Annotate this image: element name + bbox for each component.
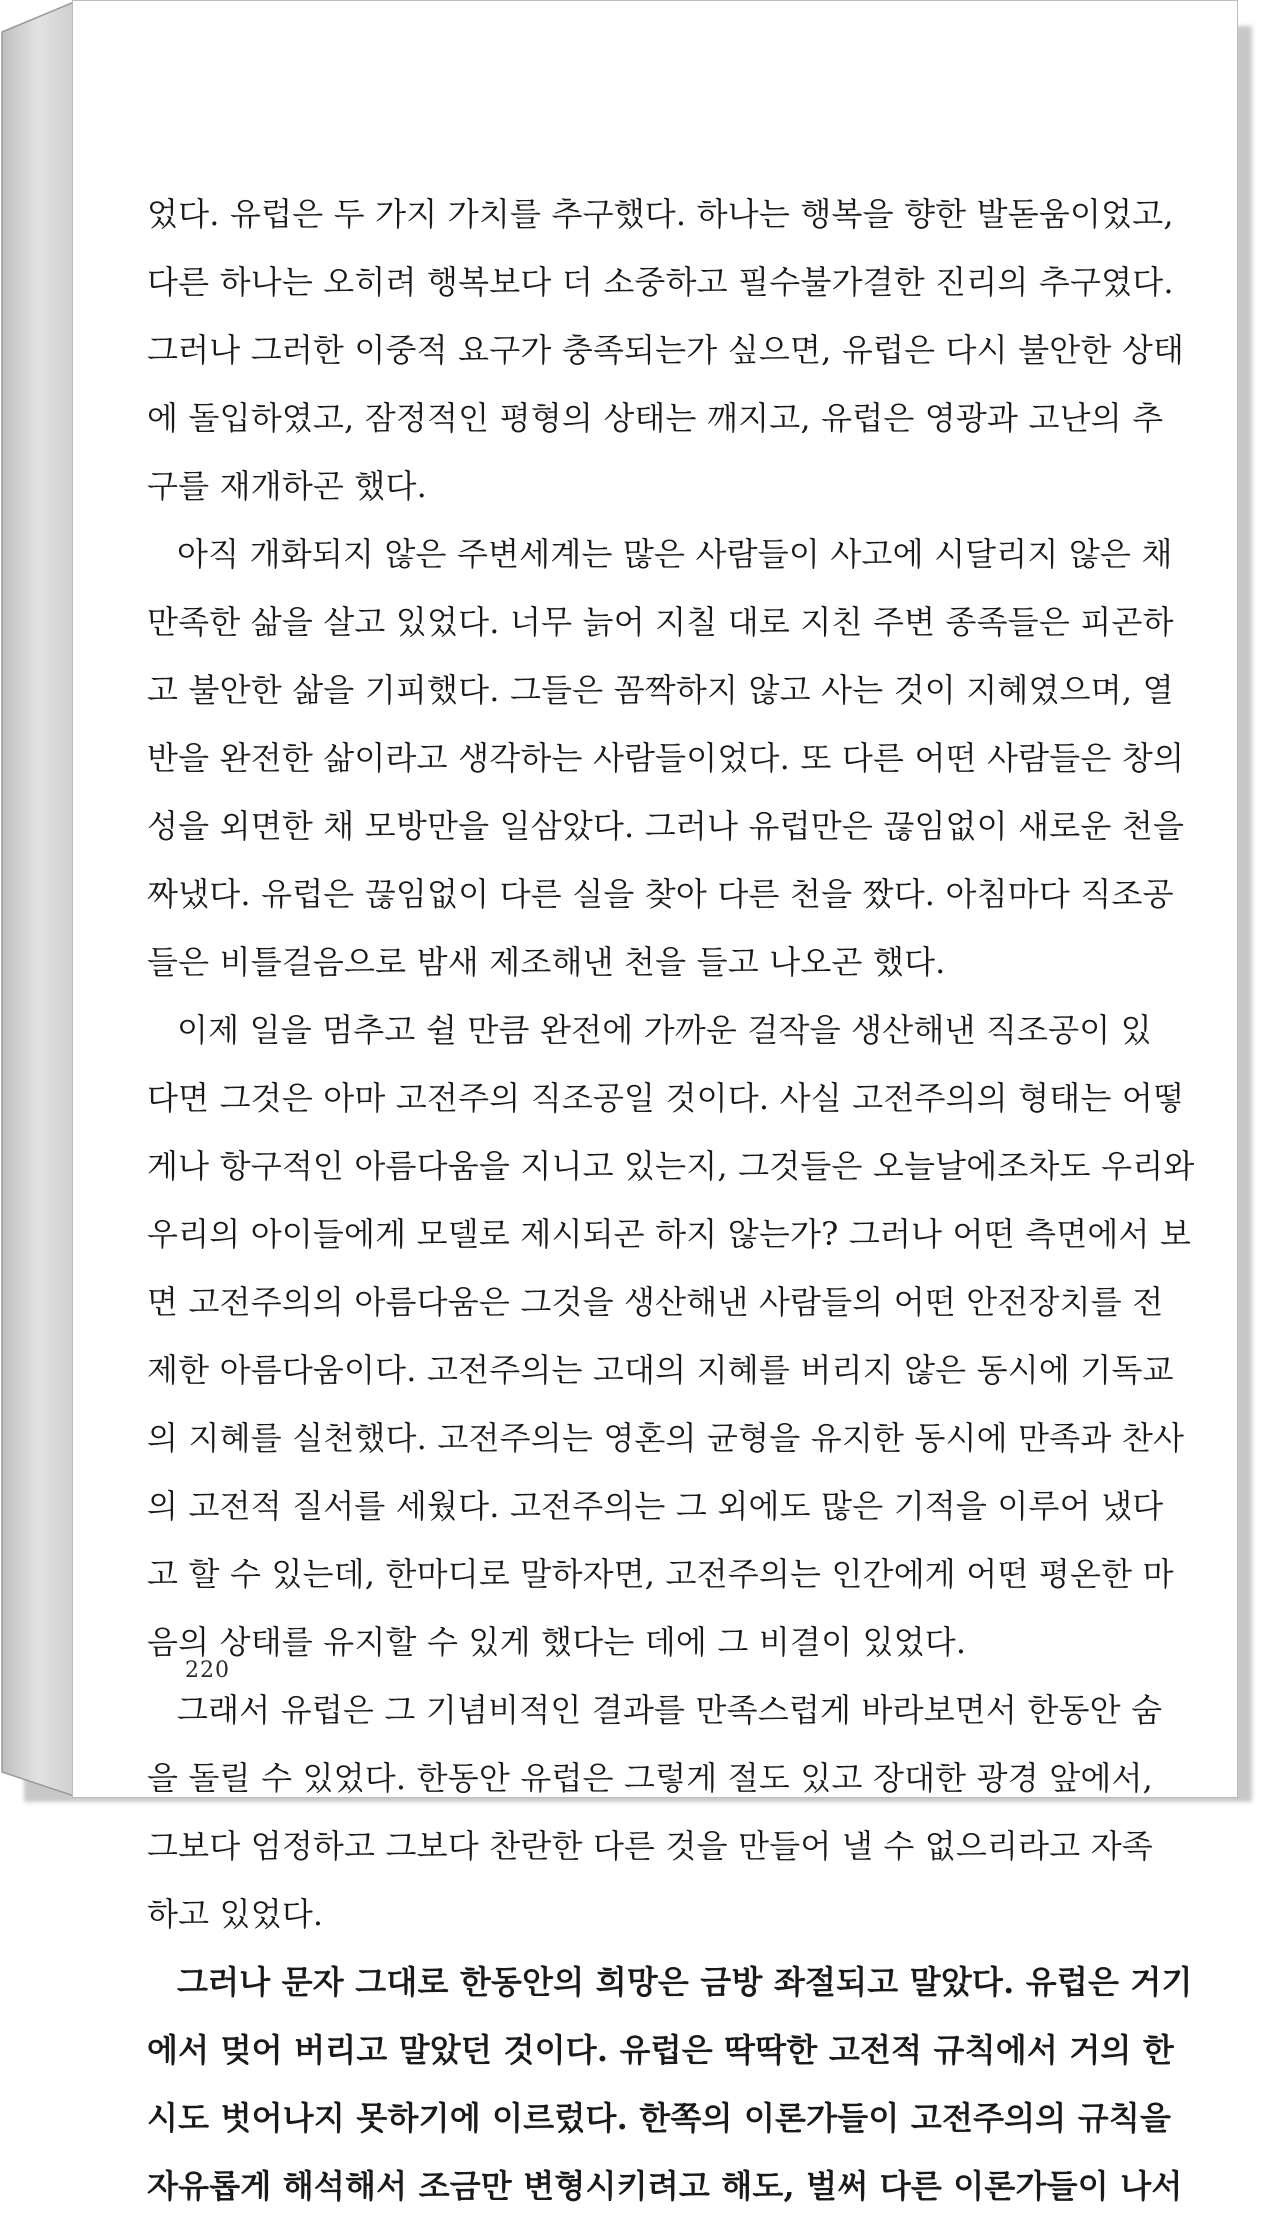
text-line: 음의 상태를 유지할 수 있게 했다는 데에 그 비결이 있었다. bbox=[147, 1623, 967, 1661]
paragraph bbox=[147, 1948, 1193, 2220]
paragraph bbox=[147, 180, 1185, 520]
paragraph bbox=[147, 520, 1185, 996]
text-line: 우리의 아이들에게 모델로 제시되곤 하지 않는가? 그러나 어떤 측면에서 보 bbox=[147, 1215, 1192, 1253]
text-line: 이제 일을 멈추고 쉴 만큼 완전에 가까운 걸작을 생산해낸 직조공이 있 bbox=[177, 1011, 1152, 1049]
text-line: 다른 하나는 오히려 행복보다 더 소중하고 필수불가결한 진리의 추구였다. bbox=[147, 263, 1174, 301]
text-line: 고 할 수 있는데, 한마디로 말하자면, 고전주의는 인간에게 어떤 평온한 마 bbox=[147, 1555, 1174, 1593]
text-line: 하고 있었다. bbox=[147, 1895, 324, 1933]
text-line: 들은 비틀걸음으로 밤새 제조해낸 천을 들고 나오곤 했다. bbox=[147, 943, 946, 981]
text-line: 의 지혜를 실천했다. 고전주의는 영혼의 균형을 유지한 동시에 만족과 찬사 bbox=[147, 1419, 1185, 1457]
body-text bbox=[147, 180, 1195, 2220]
text-line: 그보다 엄정하고 그보다 찬란한 다른 것을 만들어 낼 수 없으리라고 자족 bbox=[147, 1827, 1153, 1865]
text-line: 고 불안한 삶을 기피했다. 그들은 꼼짝하지 않고 사는 것이 지혜였으며, 열 bbox=[147, 671, 1174, 709]
text-line: 그러나 그러한 이중적 요구가 충족되는가 싶으면, 유럽은 다시 불안한 상태 bbox=[147, 331, 1185, 369]
text-line: 을 돌릴 수 있었다. 한동안 유럽은 그렇게 절도 있고 장대한 광경 앞에서, bbox=[147, 1759, 1153, 1797]
paragraph bbox=[147, 996, 1195, 1676]
text-line: 짜냈다. 유럽은 끊임없이 다른 실을 찾아 다른 천을 짰다. 아침마다 직조공 bbox=[147, 875, 1174, 913]
text-line: 그러나 문자 그대로 한동안의 희망은 금방 좌절되고 말았다. 유럽은 거기 bbox=[177, 1963, 1193, 2001]
page-number: 220 bbox=[185, 1658, 230, 1683]
text-line: 제한 아름다움이다. 고전주의는 고대의 지혜를 버리지 않은 동시에 기독교 bbox=[147, 1351, 1174, 1389]
text-line: 게나 항구적인 아름다움을 지니고 있는지, 그것들은 오늘날에조차도 우리와 bbox=[147, 1147, 1195, 1185]
text-line: 면 고전주의의 아름다움은 그것을 생산해낸 사람들의 어떤 안전장치를 전 bbox=[147, 1283, 1164, 1321]
text-line: 성을 외면한 채 모방만을 일삼았다. 그러나 유럽만은 끊임없이 새로운 천을 bbox=[147, 807, 1185, 845]
text-line: 다면 그것은 아마 고전주의 직조공일 것이다. 사실 고전주의의 형태는 어떻 bbox=[147, 1079, 1185, 1117]
text-line: 반을 완전한 삶이라고 생각하는 사람들이었다. 또 다른 어떤 사람들은 창의 bbox=[147, 739, 1185, 777]
text-line: 의 고전적 질서를 세웠다. 고전주의는 그 외에도 많은 기적을 이루어 냈다 bbox=[147, 1487, 1164, 1525]
text-line: 아직 개화되지 않은 주변세계는 많은 사람들이 사고에 시달리지 않은 채 bbox=[177, 535, 1173, 573]
text-line: 에 돌입하였고, 잠정적인 평형의 상태는 깨지고, 유럽은 영광과 고난의 추 bbox=[147, 399, 1164, 437]
text-line: 에서 멎어 버리고 말았던 것이다. 유럽은 딱딱한 고전적 규칙에서 거의 한 bbox=[147, 2031, 1174, 2069]
text-line: 시도 벗어나지 못하기에 이르렀다. 한쪽의 이론가들이 고전주의의 규칙을 bbox=[147, 2099, 1172, 2137]
text-line: 자유롭게 해석해서 조금만 변형시키려고 해도, 벌써 다른 이론가들이 나서 bbox=[147, 2167, 1183, 2205]
text-line: 었다. 유럽은 두 가지 가치를 추구했다. 하나는 행복을 향한 발돋움이었고, bbox=[147, 195, 1174, 233]
text-line: 만족한 삶을 살고 있었다. 너무 늙어 지칠 대로 지친 주변 종족들은 피곤하 bbox=[147, 603, 1174, 641]
paragraph bbox=[147, 1676, 1163, 1948]
text-line: 구를 재개하곤 했다. bbox=[147, 467, 428, 505]
text-line: 그래서 유럽은 그 기념비적인 결과를 만족스럽게 바라보면서 한동안 숨 bbox=[177, 1691, 1163, 1729]
